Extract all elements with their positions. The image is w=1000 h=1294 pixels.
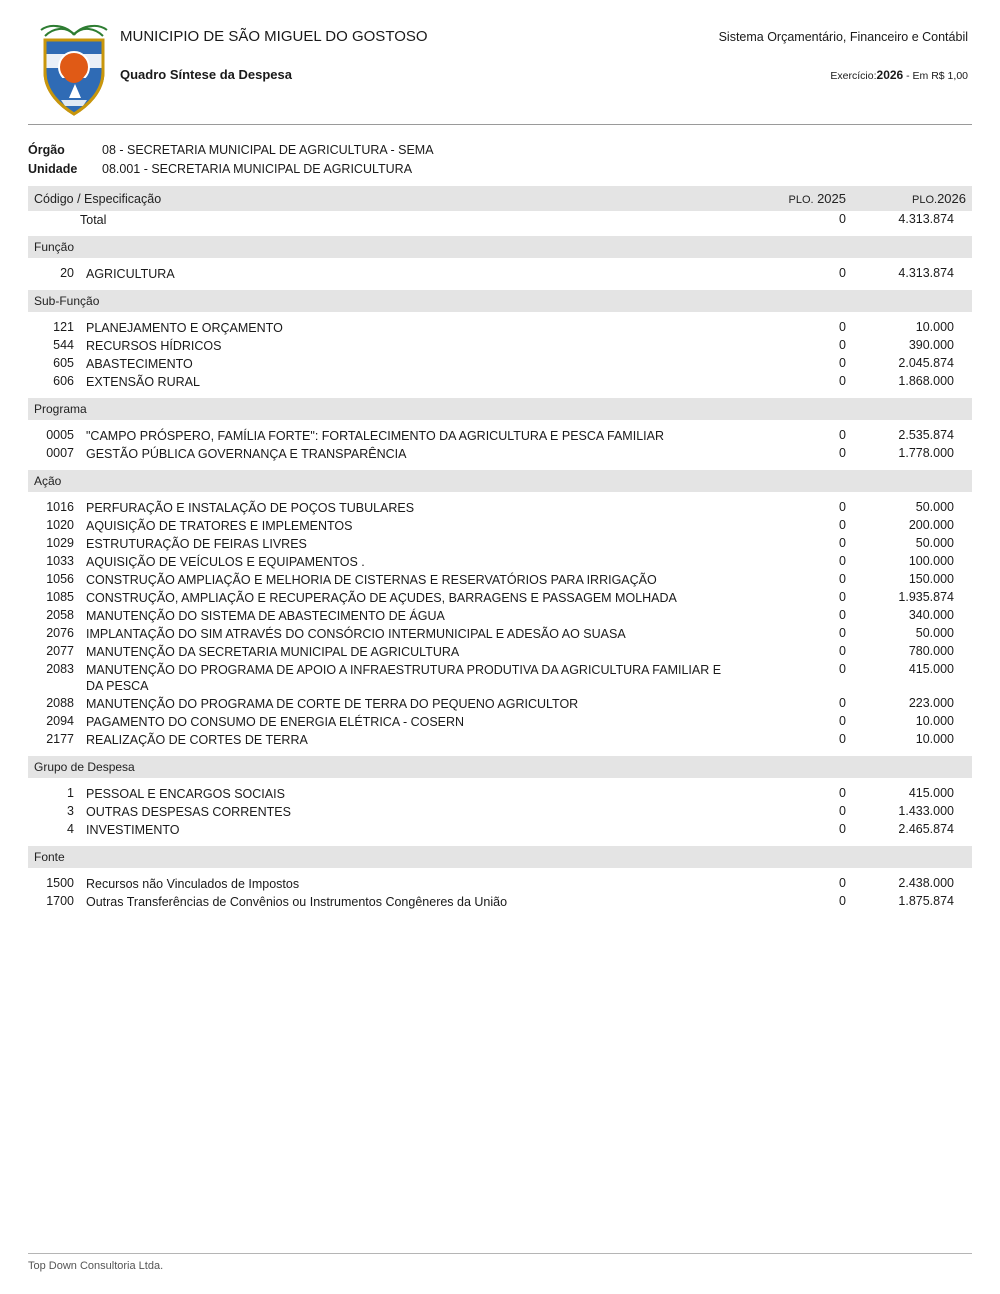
unidade-label: Unidade (28, 162, 78, 176)
row-label: "CAMPO PRÓSPERO, FAMÍLIA FORTE": FORTALECIMENTO DA AGRICULTURA E PESCA FAMILIAR (86, 429, 664, 443)
row-label: CONSTRUÇÃO AMPLIAÇÃO E MELHORIA DE CISTERNAS E RESERVATÓRIOS PARA IRRIGAÇÃO (86, 573, 657, 587)
row-value-prev: 0 (839, 572, 846, 586)
row-code: 20 (60, 266, 74, 280)
coat-of-arms-icon (28, 18, 120, 120)
row-code: 1700 (46, 894, 74, 908)
row-value-curr: 2.438.000 (898, 876, 954, 890)
report-header (28, 18, 972, 125)
row-value-prev: 0 (839, 626, 846, 640)
table-row (28, 731, 972, 749)
row-code: 121 (53, 320, 74, 334)
row-label: MANUTENÇÃO DO PROGRAMA DE CORTE DE TERRA DO PEQUENO AGRICULTOR (86, 697, 579, 711)
table-row (28, 265, 972, 283)
exercicio-year: 2026 (876, 68, 904, 82)
row-value-curr: 150.000 (908, 572, 954, 586)
row-value-curr: 1.935.874 (898, 590, 954, 604)
row-label: GESTÃO PÚBLICA GOVERNANÇA E TRANSPARÊNCIA (86, 447, 407, 461)
row-label: ESTRUTURAÇÃO DE FEIRAS LIVRES (86, 537, 307, 551)
table-row (28, 427, 972, 445)
org-info (28, 143, 972, 176)
row-label: OUTRAS DESPESAS CORRENTES (86, 805, 291, 819)
row-label: REALIZAÇÃO DE CORTES DE TERRA (86, 733, 308, 747)
row-label: IMPLANTAÇÃO DO SIM ATRAVÉS DO CONSÓRCIO INTERMUNICIPAL E ADESÃO AO SUASA (86, 627, 626, 641)
row-value-curr: 780.000 (908, 644, 954, 658)
row-value-prev: 0 (839, 320, 846, 334)
row-label: PESSOAL E ENCARGOS SOCIAIS (86, 787, 285, 801)
row-value-prev: 0 (839, 714, 846, 728)
row-value-prev: 0 (839, 608, 846, 622)
unidade-line (28, 162, 972, 176)
row-label: INVESTIMENTO (86, 823, 180, 837)
row-value-curr: 10.000 (915, 714, 954, 728)
table-row (28, 319, 972, 337)
orgao-label: Órgão (28, 143, 65, 157)
section-header (28, 290, 972, 312)
row-code: 3 (67, 804, 74, 818)
table-row (28, 785, 972, 803)
table-row (28, 517, 972, 535)
row-value-prev: 0 (839, 338, 846, 352)
row-code (28, 211, 80, 229)
page-title: Quadro Síntese da Despesa (120, 67, 292, 82)
section-title: Ação (28, 470, 972, 492)
row-value-prev: 0 (839, 732, 846, 746)
row-value-curr: 50.000 (915, 500, 954, 514)
row-value-prev: 0 (839, 500, 846, 514)
section-header (28, 756, 972, 778)
row-code: 2088 (46, 696, 74, 710)
unidade-value: 08.001 - SECRETARIA MUNICIPAL DE AGRICULTURA (102, 162, 413, 176)
table-row (28, 535, 972, 553)
row-label: MANUTENÇÃO DO PROGRAMA DE APOIO A INFRAESTRUTURA PRODUTIVA DA AGRICULTURA FAMILIAR E DA PESCA (86, 663, 722, 693)
row-code: 1016 (46, 500, 74, 514)
row-code: 1033 (46, 554, 74, 568)
row-value-prev: 0 (839, 804, 846, 818)
row-value-prev: 0 (839, 786, 846, 800)
table-row (28, 821, 972, 839)
table-row (28, 445, 972, 463)
row-value-prev: 0 (839, 822, 846, 836)
row-code: 605 (53, 356, 74, 370)
row-value-curr: 4.313.874 (898, 266, 954, 280)
col-plo-2025: PLO. 2025 (732, 186, 852, 211)
row-label: PERFURAÇÃO E INSTALAÇÃO DE POÇOS TUBULARES (86, 501, 415, 515)
row-label: PLANEJAMENTO E ORÇAMENTO (86, 321, 283, 335)
section-title: Sub-Função (28, 290, 972, 312)
row-value-curr: 415.000 (908, 786, 954, 800)
section-title: Programa (28, 398, 972, 420)
header-text-block (120, 18, 972, 120)
row-code: 1085 (46, 590, 74, 604)
section-header (28, 846, 972, 868)
row-code: 2058 (46, 608, 74, 622)
row-value-prev: 0 (839, 644, 846, 658)
row-label: AGRICULTURA (86, 267, 175, 281)
exercicio-info (830, 68, 972, 82)
row-value-curr: 10.000 (915, 320, 954, 334)
table-row (28, 803, 972, 821)
row-value-prev: 0 (839, 428, 846, 442)
row-value-curr: 100.000 (908, 554, 954, 568)
section-header (28, 398, 972, 420)
row-value-prev: 0 (839, 374, 846, 388)
row-value-prev: 0 (839, 356, 846, 370)
row-code: 2177 (46, 732, 74, 746)
table-row (28, 355, 972, 373)
table-row (28, 337, 972, 355)
row-value-curr: 4.313.874 (898, 212, 954, 226)
table-row (28, 875, 972, 893)
section-header (28, 470, 972, 492)
row-value-prev: 0 (839, 894, 846, 908)
row-value-curr: 2.465.874 (898, 822, 954, 836)
row-value-curr: 2.535.874 (898, 428, 954, 442)
row-value-curr: 390.000 (908, 338, 954, 352)
row-label: PAGAMENTO DO CONSUMO DE ENERGIA ELÉTRICA - COSERN (86, 715, 465, 729)
row-value-prev: 0 (839, 554, 846, 568)
row-value-prev: 0 (839, 518, 846, 532)
row-code: 1 (67, 786, 74, 800)
row-value-curr: 50.000 (915, 626, 954, 640)
orgao-value: 08 - SECRETARIA MUNICIPAL DE AGRICULTURA - SEMA (102, 143, 434, 157)
table-row (28, 625, 972, 643)
report-footer (28, 1253, 972, 1272)
system-name: Sistema Orçamentário, Financeiro e Contábil (718, 30, 968, 44)
section-title: Grupo de Despesa (28, 756, 972, 778)
row-code: 2083 (46, 662, 74, 676)
table-row (28, 713, 972, 731)
row-value-curr: 50.000 (915, 536, 954, 550)
col-especificacao: Código / Especificação (28, 186, 732, 211)
row-code: 2077 (46, 644, 74, 658)
row-value-prev: 0 (839, 696, 846, 710)
row-label: AQUISIÇÃO DE TRATORES E IMPLEMENTOS (86, 519, 353, 533)
row-label: Recursos não Vinculados de Impostos (86, 877, 300, 891)
row-value-curr: 1.778.000 (898, 446, 954, 460)
row-label: ABASTECIMENTO (86, 357, 193, 371)
row-code: 0007 (46, 446, 74, 460)
row-value-curr: 415.000 (908, 662, 954, 676)
table-row (28, 893, 972, 911)
section-title: Fonte (28, 846, 972, 868)
col-plo-2026: PLO.2026 (852, 186, 972, 211)
despesa-table (28, 186, 972, 918)
table-row (28, 553, 972, 571)
row-value-curr: 10.000 (915, 732, 954, 746)
row-value-prev: 0 (839, 662, 846, 676)
row-value-curr: 2.045.874 (898, 356, 954, 370)
table-row (28, 373, 972, 391)
row-value-curr: 200.000 (908, 518, 954, 532)
row-label: MANUTENÇÃO DA SECRETARIA MUNICIPAL DE AGRICULTURA (86, 645, 460, 659)
row-label: RECURSOS HÍDRICOS (86, 339, 222, 353)
table-row (28, 607, 972, 625)
row-code: 1056 (46, 572, 74, 586)
row-label: MANUTENÇÃO DO SISTEMA DE ABASTECIMENTO DE ÁGUA (86, 609, 445, 623)
row-label: EXTENSÃO RURAL (86, 375, 200, 389)
table-row-total (28, 211, 972, 229)
row-label: Total (80, 213, 107, 227)
row-code: 1500 (46, 876, 74, 890)
orgao-line (28, 143, 972, 157)
row-code: 2076 (46, 626, 74, 640)
row-code: 606 (53, 374, 74, 388)
row-code: 4 (67, 822, 74, 836)
row-value-prev: 0 (839, 536, 846, 550)
row-value-prev: 0 (839, 876, 846, 890)
section-title: Função (28, 236, 972, 258)
row-code: 1020 (46, 518, 74, 532)
table-row (28, 695, 972, 713)
row-value-curr: 223.000 (908, 696, 954, 710)
municipality-name: MUNICIPIO DE SÃO MIGUEL DO GOSTOSO (120, 28, 428, 45)
row-value-prev: 0 (839, 590, 846, 604)
table-row (28, 499, 972, 517)
row-value-curr: 340.000 (908, 608, 954, 622)
table-row (28, 589, 972, 607)
table-row (28, 661, 972, 695)
row-code: 544 (53, 338, 74, 352)
table-header-row (28, 186, 972, 211)
row-code: 2094 (46, 714, 74, 728)
row-label: Outras Transferências de Convênios ou Instrumentos Congêneres da União (86, 895, 508, 909)
exercicio-label: Exercício: (830, 70, 877, 82)
despesa-table-body (28, 186, 972, 918)
row-value-curr: 1.868.000 (898, 374, 954, 388)
row-code: 0005 (46, 428, 74, 442)
footer-text: Top Down Consultoria Ltda. (28, 1260, 164, 1272)
currency-note: - Em R$ 1,00 (906, 70, 968, 82)
row-label: CONSTRUÇÃO, AMPLIAÇÃO E RECUPERAÇÃO DE AÇUDES, BARRAGENS E PASSAGEM MOLHADA (86, 591, 677, 605)
row-label: AQUISIÇÃO DE VEÍCULOS E EQUIPAMENTOS . (86, 555, 365, 569)
row-value-prev: 0 (839, 446, 846, 460)
row-code: 1029 (46, 536, 74, 550)
table-row (28, 571, 972, 589)
row-value-prev: 0 (839, 266, 846, 280)
row-value-curr: 1.875.874 (898, 894, 954, 908)
table-row (28, 643, 972, 661)
row-value-curr: 1.433.000 (898, 804, 954, 818)
section-header (28, 236, 972, 258)
row-value-prev: 0 (839, 212, 846, 226)
